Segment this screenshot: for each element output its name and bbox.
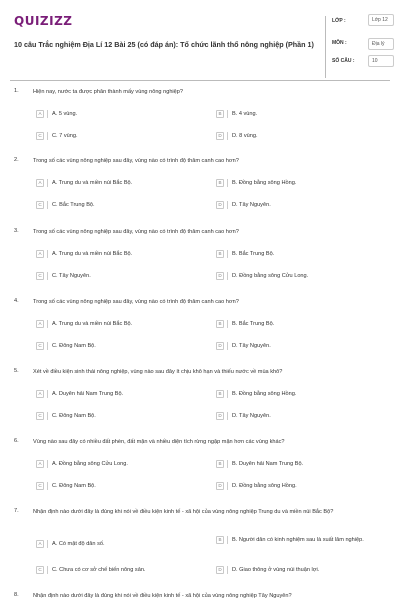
option-c[interactable] [36, 482, 192, 490]
option-text: D. Đồng bằng sông Cửu Long. [232, 273, 309, 279]
option-letter-box: D [216, 132, 224, 140]
option-text: A. Có mật độ dân số. [52, 541, 105, 547]
option-c[interactable] [36, 342, 192, 350]
option-a[interactable] [36, 460, 192, 468]
option-letter-box: C [36, 132, 44, 140]
option-text: B. Đồng bằng sông Hồng. [232, 180, 297, 186]
option-text: C. Đông Nam Bộ. [52, 413, 96, 419]
option-text: B. Bắc Trung Bộ. [232, 321, 275, 327]
option-letter-box: B [216, 536, 224, 544]
option-letter-box: C [36, 272, 44, 280]
question-text: Hiện nay, nước ta được phân thành mấy vùng nông nghiệp? [33, 89, 184, 95]
question-text: Nhận định nào dưới đây là đúng khi nói về điều kiện kinh tế - xã hội của vùng nông nghiệp Tây Nguyên? [33, 593, 292, 599]
question-number: 1. [14, 88, 19, 94]
option-text: C. Đông Nam Bộ. [52, 483, 96, 489]
option-letter-box: B [216, 110, 224, 118]
option-letter-box: A [36, 320, 44, 328]
option-text: A. Đồng bằng sông Cửu Long. [52, 461, 128, 467]
option-d[interactable] [216, 272, 372, 280]
option-letter-box: A [36, 110, 44, 118]
option-text: D. Đồng bằng sông Hồng. [232, 483, 297, 489]
option-b[interactable] [216, 179, 372, 187]
option-c[interactable] [36, 412, 192, 420]
header-rule [10, 80, 390, 81]
question-number: 3. [14, 228, 19, 234]
option-letter-box: B [216, 320, 224, 328]
question-text: Trong số các vùng nông nghiệp sau đây, vùng nào có trình độ thâm canh cao hơn? [33, 158, 239, 164]
question-number: 8. [14, 592, 19, 598]
option-b[interactable] [216, 110, 372, 118]
option-text: C. Chưa có cơ sở chế biến nông sản. [52, 567, 146, 573]
option-text: D. Tây Nguyên. [232, 343, 271, 349]
option-letter-box: A [36, 460, 44, 468]
question-text: Xét về điều kiện sinh thái nông nghiệp, vùng nào sau đây ít chịu khô hạn và thiếu nước về mùa khô? [33, 369, 283, 375]
option-a[interactable] [36, 540, 192, 548]
option-d[interactable] [216, 412, 372, 420]
option-letter-box: D [216, 482, 224, 490]
option-text: C. Đông Nam Bộ. [52, 343, 96, 349]
worksheet-header [10, 10, 390, 78]
option-text: A. Duyên hải Nam Trung Bộ. [52, 391, 124, 397]
option-letter-box: B [216, 179, 224, 187]
option-a[interactable] [36, 110, 192, 118]
count-label: SỐ CÂU : [332, 58, 355, 64]
option-text: B. 4 vùng. [232, 111, 258, 117]
option-letter-box: A [36, 390, 44, 398]
class-value: Lớp 12 [368, 14, 394, 26]
option-letter-box: C [36, 342, 44, 350]
option-text: A. Trung du và miền núi Bắc Bộ. [52, 251, 133, 257]
option-letter-box: D [216, 342, 224, 350]
option-text: B. Đồng bằng sông Hồng. [232, 391, 297, 397]
option-text: D. Tây Nguyên. [232, 202, 271, 208]
question-text: Nhận định nào dưới đây là đúng khi nói về điều kiện kinh tế - xã hội của vùng nông nghiệp Trung du và miền núi Bắc Bộ? [33, 509, 334, 515]
option-b[interactable] [216, 320, 372, 328]
option-letter-box: D [216, 412, 224, 420]
question-number: 6. [14, 438, 19, 444]
subject-label: MÔN : [332, 40, 347, 46]
option-text: B. Duyên hải Nam Trung Bộ. [232, 461, 304, 467]
option-text: C. Bắc Trung Bộ. [52, 202, 95, 208]
question-number: 7. [14, 508, 19, 514]
option-text: D. Tây Nguyên. [232, 413, 271, 419]
quizizz-logo: QUIZIZZ [14, 14, 73, 28]
option-letter-box: A [36, 250, 44, 258]
option-b[interactable] [216, 536, 372, 544]
option-text: D. Giao thông ở vùng núi thuận lợi. [232, 567, 320, 573]
option-d[interactable] [216, 342, 372, 350]
option-c[interactable] [36, 132, 192, 140]
option-d[interactable] [216, 482, 372, 490]
option-b[interactable] [216, 250, 372, 258]
option-text: A. 5 vùng. [52, 111, 78, 117]
option-letter-box: C [36, 482, 44, 490]
option-c[interactable] [36, 566, 192, 574]
question-number: 2. [14, 157, 19, 163]
option-a[interactable] [36, 390, 192, 398]
option-c[interactable] [36, 201, 192, 209]
option-d[interactable] [216, 201, 372, 209]
option-b[interactable] [216, 390, 372, 398]
question-text: Vùng nào sau đây có nhiều đất phèn, đất mặn và nhiều diện tích rừng ngập mặn hơn các vùng khác? [33, 439, 285, 445]
option-letter-box: D [216, 272, 224, 280]
option-letter-box: B [216, 390, 224, 398]
option-c[interactable] [36, 272, 192, 280]
question-text: Trong số các vùng nông nghiệp sau đây, vùng nào có trình độ thâm canh cao hơn? [33, 299, 239, 305]
subject-value: Địa lý [368, 38, 394, 50]
option-letter-box: C [36, 412, 44, 420]
option-a[interactable] [36, 320, 192, 328]
option-b[interactable] [216, 460, 372, 468]
option-letter-box: D [216, 201, 224, 209]
option-letter-box: B [216, 250, 224, 258]
option-text: B. Bắc Trung Bộ. [232, 251, 275, 257]
option-text: D. 8 vùng. [232, 133, 258, 139]
question-number: 5. [14, 368, 19, 374]
option-text: C. 7 vùng. [52, 133, 78, 139]
option-a[interactable] [36, 179, 192, 187]
page-title: 10 câu Trắc nghiệm Địa Lí 12 Bài 25 (có đáp án): Tổ chức lãnh thổ nông nghiệp (Phần 1) [14, 40, 314, 49]
option-letter-box: D [216, 566, 224, 574]
option-d[interactable] [216, 566, 372, 574]
option-letter-box: C [36, 201, 44, 209]
option-text: B. Người dân có kinh nghiệm sau là xuất lâm nghiệp. [232, 537, 364, 543]
option-a[interactable] [36, 250, 192, 258]
header-divider [325, 16, 326, 78]
option-text: A. Trung du và miền núi Bắc Bộ. [52, 180, 133, 186]
option-letter-box: A [36, 179, 44, 187]
question-number: 4. [14, 298, 19, 304]
option-letter-box: A [36, 540, 44, 548]
option-letter-box: B [216, 460, 224, 468]
count-value: 10 [368, 55, 394, 67]
question-text: Trong số các vùng nông nghiệp sau đây, vùng nào có trình độ thâm canh cao hơn? [33, 229, 239, 235]
option-d[interactable] [216, 132, 372, 140]
option-text: C. Tây Nguyên. [52, 273, 91, 279]
class-label: LỚP : [332, 18, 346, 24]
option-letter-box: C [36, 566, 44, 574]
option-text: A. Trung du và miền núi Bắc Bộ. [52, 321, 133, 327]
